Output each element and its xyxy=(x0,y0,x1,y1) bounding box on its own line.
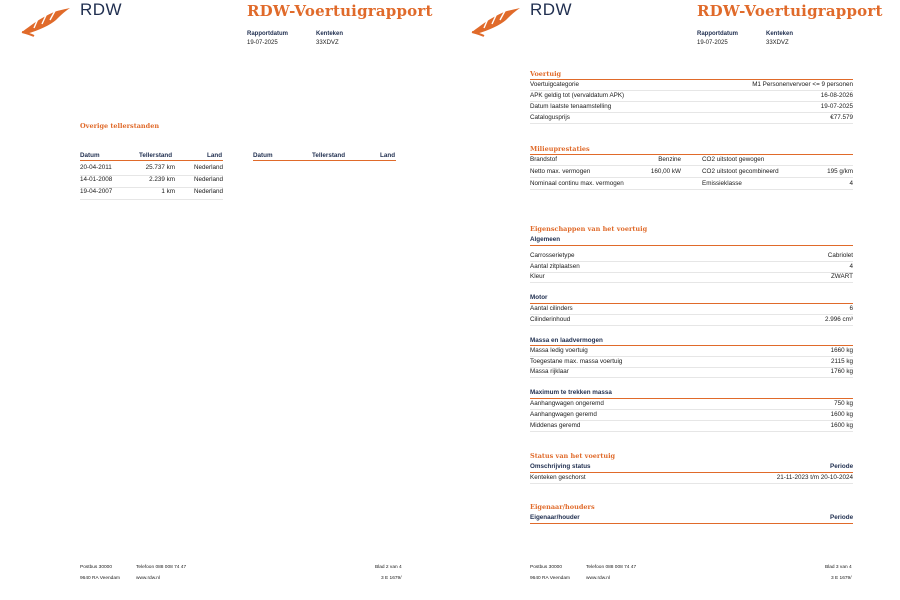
footer-telefoon: Telefoon 088 008 74 47 xyxy=(136,565,187,570)
row-label: CO2 uitstoot gecombineerd xyxy=(702,168,779,175)
section-title-status: Status van het voertuig xyxy=(530,452,616,460)
row-value: 160,00 kW xyxy=(650,168,681,175)
table-row xyxy=(530,346,853,357)
rapportdatum-value: 19-07-2025 xyxy=(247,40,278,46)
row-value: 1660 kg xyxy=(830,347,853,354)
report-title: RDW-Voertuigrapport xyxy=(247,2,433,20)
row-value: ZWART xyxy=(830,273,853,280)
footer-blad: Blad 3 van 4 xyxy=(825,565,852,570)
report-title: RDW-Voertuigrapport xyxy=(697,2,883,20)
section-title-eigenaar: Eigenaar/houders xyxy=(530,503,595,511)
cell-datum: 14-01-2008 xyxy=(80,176,113,183)
footer-code: 3 E 1679/ xyxy=(831,576,852,581)
report-page-3 xyxy=(450,0,900,600)
table-row xyxy=(530,473,853,484)
row-label: Netto max. vermogen xyxy=(530,168,591,175)
col-header-datum-2: Datum xyxy=(253,152,273,159)
row-label: Massa rijklaar xyxy=(530,368,569,375)
table-row xyxy=(530,367,853,378)
rapportdatum-value: 19-07-2025 xyxy=(697,40,728,46)
row-label: Voertuigcategorie xyxy=(530,81,580,88)
row-value: 4 xyxy=(849,180,853,187)
table-row xyxy=(530,410,853,421)
kenteken-label: Kenteken xyxy=(316,31,344,37)
row-label: Cilinderinhoud xyxy=(530,316,571,323)
table-row xyxy=(530,251,853,262)
cell-stand: 2.239 km xyxy=(149,176,175,183)
section-rule xyxy=(530,523,853,524)
table-row xyxy=(80,187,223,200)
table-row xyxy=(530,113,853,124)
section-title-voertuig: Voertuig xyxy=(530,70,562,78)
rapportdatum-block xyxy=(697,30,738,48)
row-label: CO2 uitstoot gewogen xyxy=(702,156,765,163)
subsection-massa: Massa en laadvermogen xyxy=(530,337,603,344)
rapportdatum-block xyxy=(247,30,288,48)
row-label: Carrosserietype xyxy=(530,252,575,259)
row-value: 1760 kg xyxy=(830,368,853,375)
col-header-land-2: Land xyxy=(380,152,396,159)
cell-datum: 20-04-2011 xyxy=(80,164,112,171)
kenteken-block xyxy=(766,30,793,48)
table-header-rule xyxy=(80,160,223,161)
row-value: 21-11-2023 t/m 20-10-2024 xyxy=(776,474,853,481)
cell-datum: 19-04-2007 xyxy=(80,188,113,195)
col-header-tellerstand: Tellerstand xyxy=(139,152,173,159)
rapportdatum-label: Rapportdatum xyxy=(697,31,738,37)
table-row xyxy=(530,399,853,410)
rapportdatum-label: Rapportdatum xyxy=(247,31,288,37)
row-value: 6 xyxy=(849,305,853,312)
kenteken-label: Kenteken xyxy=(766,31,794,37)
col-header-periode: Periode xyxy=(830,463,854,470)
row-label: Aantal zitplaatsen xyxy=(530,263,580,270)
table-row xyxy=(530,102,853,113)
section-title-eigenschappen: Eigenschappen van het voertuig xyxy=(530,225,648,233)
row-label: Datum laatste tenaamstelling xyxy=(530,103,612,110)
row-value: 2.996 cm³ xyxy=(825,316,853,323)
rdw-logo-icon xyxy=(20,6,72,38)
cell-land: Nederland xyxy=(193,188,223,195)
subsection-motor: Motor xyxy=(530,294,548,301)
row-value: M1 Personenvervoer <= 9 personen xyxy=(752,81,853,88)
kenteken-value: 33XDVZ xyxy=(316,40,339,46)
table-row xyxy=(530,80,853,91)
rdw-wordmark: RDW xyxy=(80,0,123,19)
row-value: 19-07-2025 xyxy=(820,103,853,110)
footer-web[interactable]: www.rdw.nl xyxy=(586,576,610,581)
cell-stand: 1 km xyxy=(161,188,175,195)
rdw-logo-icon xyxy=(470,6,522,38)
footer-web[interactable]: www.rdw.nl xyxy=(136,576,160,581)
table-row xyxy=(530,421,853,432)
col-header-omschrijving: Omschrijving status xyxy=(530,463,591,470)
row-label: Nominaal continu max. vermogen xyxy=(530,180,624,187)
footer-postbus: Postbus 30000 xyxy=(530,565,563,570)
footer-adres: 9640 RA Veendam xyxy=(530,576,571,581)
col-header-eigenaar: Eigenaar/houder xyxy=(530,514,580,521)
row-label: Aantal cilinders xyxy=(530,305,573,312)
section-title-tellerstanden: Overige tellerstanden xyxy=(80,122,160,130)
row-value: Benzine xyxy=(658,156,681,163)
cell-land: Nederland xyxy=(193,164,223,171)
row-value: 750 kg xyxy=(834,400,853,407)
row-value: Cabriolet xyxy=(827,252,853,259)
row-label: Aanhangwagen geremd xyxy=(530,411,597,418)
row-value: 1600 kg xyxy=(830,422,853,429)
table-row xyxy=(530,315,853,326)
table-header-rule-2 xyxy=(253,160,396,161)
row-label: APK geldig tot (vervaldatum APK) xyxy=(530,92,625,99)
col-header-periode: Periode xyxy=(830,514,854,521)
row-value: 1600 kg xyxy=(830,411,853,418)
footer-postbus: Postbus 30000 xyxy=(80,565,113,570)
row-label: Brandstof xyxy=(530,156,557,163)
kenteken-value: 33XDVZ xyxy=(766,40,789,46)
footer-telefoon: Telefoon 088 008 74 47 xyxy=(586,565,637,570)
col-header-datum: Datum xyxy=(80,152,100,159)
col-header-tellerstand-2: Tellerstand xyxy=(312,152,346,159)
kenteken-block xyxy=(316,30,343,48)
row-label: Kenteken geschorst xyxy=(530,474,586,481)
section-title-milieu: Milieuprestaties xyxy=(530,145,590,153)
rdw-wordmark: RDW xyxy=(530,0,573,19)
table-row xyxy=(530,167,853,178)
section-rule xyxy=(530,245,853,246)
col-header-land: Land xyxy=(207,152,223,159)
row-value: 16-08-2026 xyxy=(820,92,853,99)
row-value: €77.579 xyxy=(830,114,853,121)
row-label: Middenas geremd xyxy=(530,422,581,429)
row-value: 195 g/km xyxy=(827,168,853,175)
cell-land: Nederland xyxy=(193,176,223,183)
row-label: Toegestane max. massa voertuig xyxy=(530,358,623,365)
subsection-algemeen: Algemeen xyxy=(530,236,561,243)
footer-blad: Blad 2 van 4 xyxy=(375,565,402,570)
table-row xyxy=(530,179,853,190)
row-value: 4 xyxy=(849,263,853,270)
row-label: Emissieklasse xyxy=(702,180,742,187)
row-label: Catalogusprijs xyxy=(530,114,570,121)
footer-code: 3 E 1679/ xyxy=(381,576,402,581)
table-row xyxy=(530,272,853,283)
row-label: Kleur xyxy=(530,273,545,280)
cell-stand: 25.737 km xyxy=(145,164,175,171)
row-label: Aanhangwagen ongeremd xyxy=(530,400,604,407)
subsection-trekken: Maximum te trekken massa xyxy=(530,389,612,396)
table-row xyxy=(530,91,853,102)
table-row xyxy=(530,155,853,166)
row-value: 2115 kg xyxy=(831,358,853,365)
row-label: Massa ledig voertuig xyxy=(530,347,588,354)
table-row xyxy=(530,304,853,315)
footer-adres: 9640 RA Veendam xyxy=(80,576,121,581)
